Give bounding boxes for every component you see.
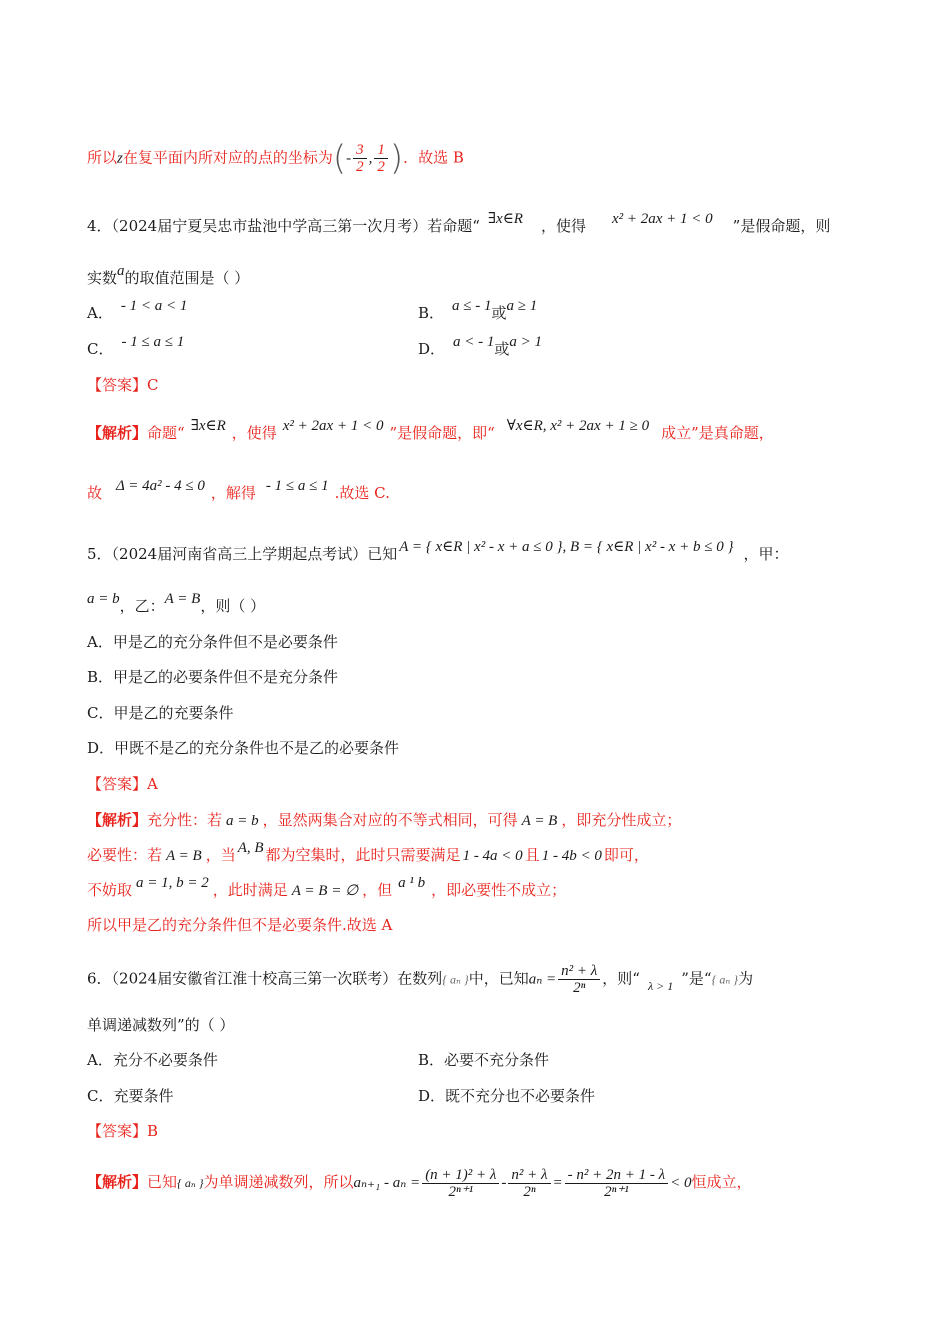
q6-analysis-line1: 【解析】已知{ aₙ }为单调递减数列，所以aₙ₊₁ - aₙ = $\frac{\text{(n + 1)² + λ}}{\text{2ⁿ⁺¹}}$ - $\frac{\text{n² + λ}}{\text{2ⁿ}}$ = $\frac{\text{- n² + 2n + 1 - λ}}{\text{2ⁿ⁺¹}}$ < 0恒成立， [87, 1166, 752, 1200]
q5-analysis-line4: 所以甲是乙的充分条件但不是必要条件.故选 A [87, 916, 393, 934]
math-z: z [117, 150, 123, 167]
q4-option-c: C． - 1 ≤ a ≤ 1 [87, 334, 185, 358]
question-number: 4． [87, 217, 112, 235]
q5-stem-line1: 5．（2024届河南省高三上学期起点考试）已知 A = { x∈R | x² - x + a ≤ 0 }, B = { x∈R | x² - x + b ≤ 0 } ，甲： [87, 539, 789, 563]
text: 在复平面内所对应的点的坐标为 [122, 148, 333, 167]
text: ，使得 [540, 217, 586, 235]
q4-option-a: A． - 1 < a < 1 [87, 298, 188, 322]
fraction-an: $\frac{\text{n² + λ}}{\text{2ⁿ}}$ [508, 1167, 550, 1200]
q4-analysis-line1: 【解析】命题“ ∃x∈R ，使得 x² + 2ax + 1 < 0 ”是假命题，即“ ∀x∈R, x² + 2ax + 1 ≥ 0 成立”是真命题， [87, 418, 774, 442]
q5-analysis-line2: 必要性：若 A = B ，当 A, B 都为空集时，此时只需要满足 1 - 4a < 0 且 1 - 4b < 0 即可， [87, 840, 649, 864]
q5-option-d: D．甲既不是乙的充分条件也不是乙的必要条件 [87, 739, 400, 757]
q4-answer: 【答案】C [87, 376, 159, 394]
fraction-difference: $\frac{\text{- n² + 2n + 1 - λ}}{\text{2ⁿ⁺¹}}$ [565, 1167, 668, 1200]
q5-option-b: B．甲是乙的必要条件但不是充分条件 [87, 668, 339, 686]
q6-answer: 【答案】B [87, 1122, 159, 1140]
q4-stem-line2: 实数a的取值范围是（ ） [87, 263, 250, 287]
q6-option-c: C．充要条件 [87, 1087, 174, 1105]
paren-open: ( [332, 138, 347, 179]
q5-stem-line2: a = b，乙：A = B，则（ ） [87, 591, 266, 615]
math-comma: , [368, 150, 373, 167]
math-exists: ∃x∈R [487, 211, 523, 227]
text: ．故选 B [403, 148, 464, 167]
question-source: （2024届宁夏吴忠市盐池中学高三第一次月考）若命题“ [111, 217, 480, 235]
q6-option-b: B．必要不充分条件 [418, 1051, 550, 1069]
fraction-3-2: $\frac{3}{2}$ [353, 142, 367, 175]
q5-answer: 【答案】A [87, 775, 158, 793]
math-neg: - [346, 150, 352, 167]
q6-option-a: A．充分不必要条件 [87, 1051, 218, 1069]
q4-option-b: B． a ≤ - 1或a ≥ 1 [418, 298, 538, 322]
math-inequality: x² + 2ax + 1 < 0 [611, 211, 713, 227]
q6-option-d: D．既不充分也不必要条件 [418, 1087, 596, 1105]
q6-stem-line2: 单调递减数列”的（ ） [87, 1016, 235, 1034]
q4-stem-line1 [87, 211, 831, 237]
q5-analysis-line3: 不妨取 a = 1, b = 2 ，此时满足 A = B = ∅ ，但 a ¹ b ，即必要性不成立； [87, 875, 567, 899]
fraction-1-2: $\frac{1}{2}$ [374, 142, 388, 175]
q6-stem-line1: 6．（2024届安徽省江淮十校高三第一次联考）在数列{ aₙ }中，已知aₙ = $\frac{\text{n² + λ}}{\text{2ⁿ}}$ ，则“ $_{\lambda > 1}$ ”是“{ aₙ }为 [87, 963, 754, 996]
math-a: a [117, 263, 125, 279]
q5-option-a: A．甲是乙的充分条件但不是必要条件 [87, 633, 338, 651]
q5-analysis-line1: 【解析】充分性：若 a = b ，显然两集合对应的不等式相同，可得 A = B ，即充分性成立； [87, 811, 682, 829]
q4-option-d: D． a < - 1或a > 1 [418, 334, 543, 358]
fraction-an-plus-1: $\frac{\text{(n + 1)² + λ}}{\text{2ⁿ⁺¹}}$ [422, 1167, 499, 1200]
paren-close: ) [389, 138, 404, 179]
text: ”是假命题，则 [732, 217, 831, 235]
fraction-an: $\frac{\text{n² + λ}}{\text{2ⁿ}}$ [558, 963, 600, 996]
q5-option-c: C．甲是乙的充要条件 [87, 704, 234, 722]
math-set-definition: A = { x∈R | x² - x + a ≤ 0 }, B = { x∈R | x² - x + b ≤ 0 } [399, 539, 734, 555]
text: 所以 [87, 148, 118, 167]
q4-analysis-line2: 故 Δ = 4a² - 4 ≤ 0 ，解得 - 1 ≤ a ≤ 1 .故选 C. [87, 478, 390, 502]
q3-conclusion [87, 138, 464, 179]
